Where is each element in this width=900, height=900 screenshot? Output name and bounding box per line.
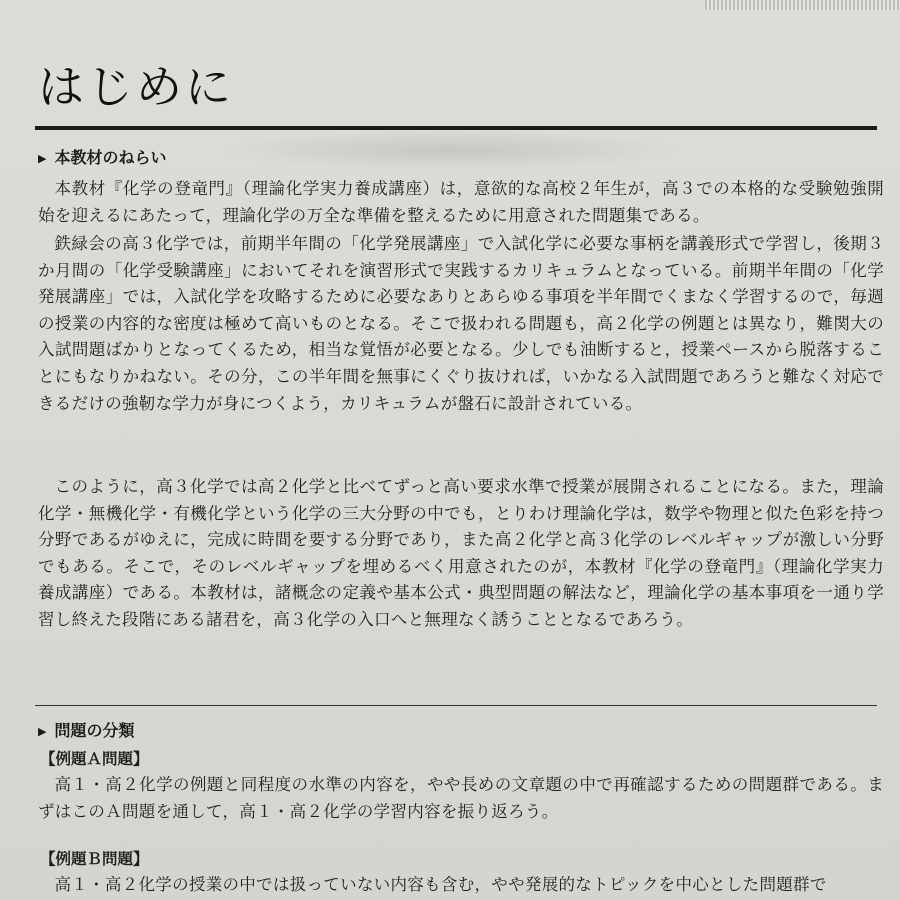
page-edge-texture (705, 0, 900, 10)
paragraph-aims-1: 本教材『化学の登竜門』（理論化学実力養成講座）は，意欲的な高校２年生が，高３での本格的な受験勉強開始を迎えるにあたって，理論化学の万全な準備を整えるために用意された問題集である。 (38, 179, 884, 225)
paragraph-aims-3: このように，高３化学では高２化学と比べてずっと高い要求水準で授業が展開されることになる。また，理論化学・無機化学・有機化学という化学の三大分野の中でも，とりわけ理論化学は，数学や物理と似た色彩を持つ分野であるがゆえに，完成に時間を要する分野であり，また高２化学と高３化学のレベルギャップが激しい分野でもある。そこで，そのレベルギャップを埋めるべく用意されたのが，本教材『化学の登竜門』（理論化学実力養成講座）である。本教材は，諸概念の定義や基本公式・典型問題の解法など，理論化学の基本事項を一通り学習し終えた段階にある諸君を，高３化学の入口へと無理なく誘うこととなるであろう。 (38, 477, 884, 629)
paragraph-problem-a: 高１・高２化学の例題と同程度の水準の内容を，やや長めの文章題の中で再確認するための問題群である。まずはこのＡ問題を通して，高１・高２化学の学習内容を振り返ろう。 (38, 775, 884, 821)
section-heading-label: 問題の分類 (54, 721, 135, 740)
page-title: はじめに (38, 60, 234, 114)
section-heading-aims (38, 148, 166, 169)
triangle-bullet-icon: ▶ (38, 725, 47, 738)
paragraph-aims-2: 鉄緑会の高３化学では，前期半年間の「化学発展講座」で入試化学に必要な事柄を講義形式で学習し，後期３か月間の「化学受験講座」においてそれを演習形式で実践するカリキュラムとなっている。前期半年間の「化学発展講座」では，入試化学を攻略するために必要なありとあらゆる事項を半年間でくまなく学習するので，毎週の授業の内容的な密度は極めて高いものとなる。そこで扱われる問題も，高２化学の例題とは異なり，難関大の入試問題ばかりとなってくるため，相当な覚悟が必要となる。少しでも油断すると，授業ペースから脱落することにもなりかねない。その分，この半年間を無事にくぐり抜ければ，いかなる入試問題であろうと難なく対応できるだけの強靭な学力が身につくよう，カリキュラムが盤石に設計されている。 (38, 234, 884, 413)
bleed-through-shadow (220, 130, 680, 170)
paragraph-problem-b: 高１・高２化学の授業の中では扱っていない内容も含む，やや発展的なトピックを中心とした問題群で (54, 875, 827, 894)
section-heading-label: 本教材のねらい (54, 148, 167, 167)
subsection-label-a: 【例題Ａ問題】 (40, 750, 149, 768)
section-heading-classification (38, 721, 134, 742)
triangle-bullet-icon: ▶ (38, 152, 47, 165)
subsection-label-b: 【例題Ｂ問題】 (40, 850, 149, 868)
section-divider (35, 705, 877, 706)
